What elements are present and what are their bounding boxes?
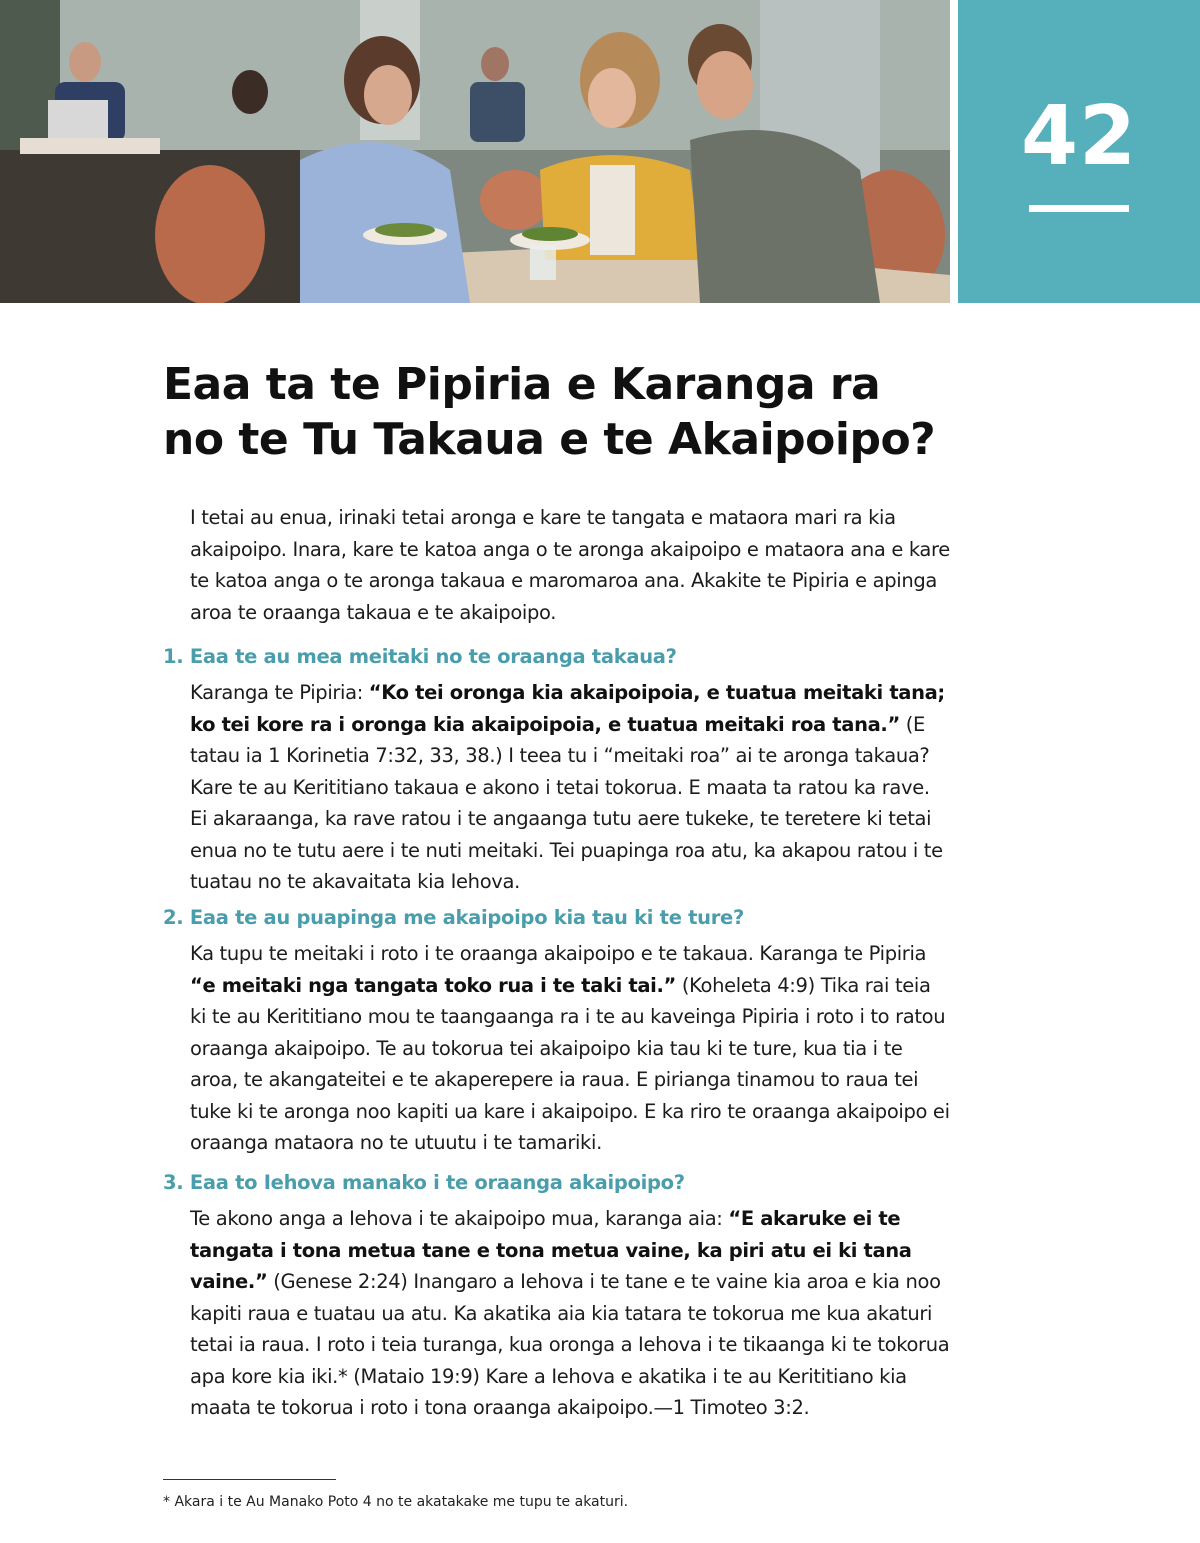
page-title-line-1: Eaa ta te Pipiria e Karanga ra xyxy=(163,359,881,410)
intro-paragraph: I tetai au enua, irinaki tetai aronga e kare te tangata e mataora mari ra kia akaipoipo. Inara, kare te katoa anga o te aronga akaipoipo e mataora ana e kare te katoa anga o te aronga takaua e maromaroa ana. Akakite te Pipiria e apinga aroa te oraanga takaua e te akaipoipo. xyxy=(190,506,950,624)
lesson-number-tab xyxy=(958,0,1200,303)
section-1-paragraph xyxy=(190,677,950,898)
section-2-text-body: (Koheleta 4:9) Tika rai teia ki te au Kerititiano mou te taangaanga ra i te au kaveinga Pipiria i roto i to ratou oraanga akaipoipo. Te au tokorua tei akaipoipo kia tau ki te ture, kua tia i te aroa, te akangateitei e te akaperepere ia raua. E pirianga tinamou to raua tei tuke ki te aronga noo kapiti ua kare i akaipoipo. E ka riro te oraanga akaipoipo ei oraanga mataora no te utuutu i te tamariki. xyxy=(190,973,950,1154)
cafe-scene-image xyxy=(0,0,950,303)
section-1-scripture-quote: “Ko tei oronga kia akaipoipoia, e tuatua meitaki tana; ko tei kore ra i oronga kia akaipoipoia, e tuatua meitaki roa tana.” xyxy=(190,681,945,736)
section-1-text-lead: Karanga te Pipiria: xyxy=(190,681,369,704)
section-3-text-body: (Genese 2:24) Inangaro a Iehova i te tane e te vaine kia aroa e kia noo kapiti raua e tuatau ua atu. Ka akatika aia kia tatara te tokorua me kua akaturi tetai ia raua. I roto i teia turanga, kua oronga a Iehova i te tikaanga ki te tokorua apa kore kia iki.* (Mataio 19:9) Kare a Iehova e akatika i te au Kerititiano kia maata te tokorua i roto i tona oraanga akaipoipo.—1 Timoteo 3:2. xyxy=(190,1270,950,1419)
section-3-text-lead: Te akono anga a Iehova i te akaipoipo mua, karanga aia: xyxy=(190,1207,729,1230)
footnote-divider xyxy=(163,1479,336,1480)
section-2-scripture-quote: “e meitaki nga tangata toko rua i te taki tai.” xyxy=(190,973,676,997)
section-2-text-lead: Ka tupu te meitaki i roto i te oraanga akaipoipo e te takaua. Karanga te Pipiria xyxy=(190,942,927,965)
lesson-number: 42 xyxy=(1020,89,1138,184)
section-1-question: 1. Eaa te au mea meitaki no te oraanga takaua? xyxy=(163,645,677,668)
page-title xyxy=(163,357,963,467)
section-1-text-body: (E tatau ia 1 Korinetia 7:32, 33, 38.) I teea tu i “meitaki roa” ai te aronga takaua? Kare te au Kerititiano takaua e akono i tetai tokorua. E maata ta ratou ka rave. Ei akaraanga, ka rave ratou i te angaanga tutu aere tukeke, te teretere ki tetai enua no te tutu aere i te nuti meitaki. Tei puapinga roa atu, ka akapou ratou i te tuatau no te akavaitata kia Iehova. xyxy=(190,712,943,893)
footnote: * Akara i te Au Manako Poto 4 no te akatakake me tupu te akaturi. xyxy=(163,1494,629,1510)
section-3-scripture-quote: “E akaruke ei te tangata i tona metua tane e tona metua vaine, ka piri atu ei ki tana vaine.” xyxy=(190,1207,912,1293)
lesson-number-underline xyxy=(1029,205,1129,212)
page-title-line-2: no te Tu Takaua e te Akaipoipo? xyxy=(163,414,936,465)
section-2-question: 2. Eaa te au puapinga me akaipoipo kia tau ki te ture? xyxy=(163,906,744,929)
header-photo xyxy=(0,0,950,303)
section-3-paragraph xyxy=(190,1203,950,1424)
section-2-paragraph xyxy=(190,938,950,1159)
section-3-question: 3. Eaa to Iehova manako i te oraanga akaipoipo? xyxy=(163,1171,685,1194)
